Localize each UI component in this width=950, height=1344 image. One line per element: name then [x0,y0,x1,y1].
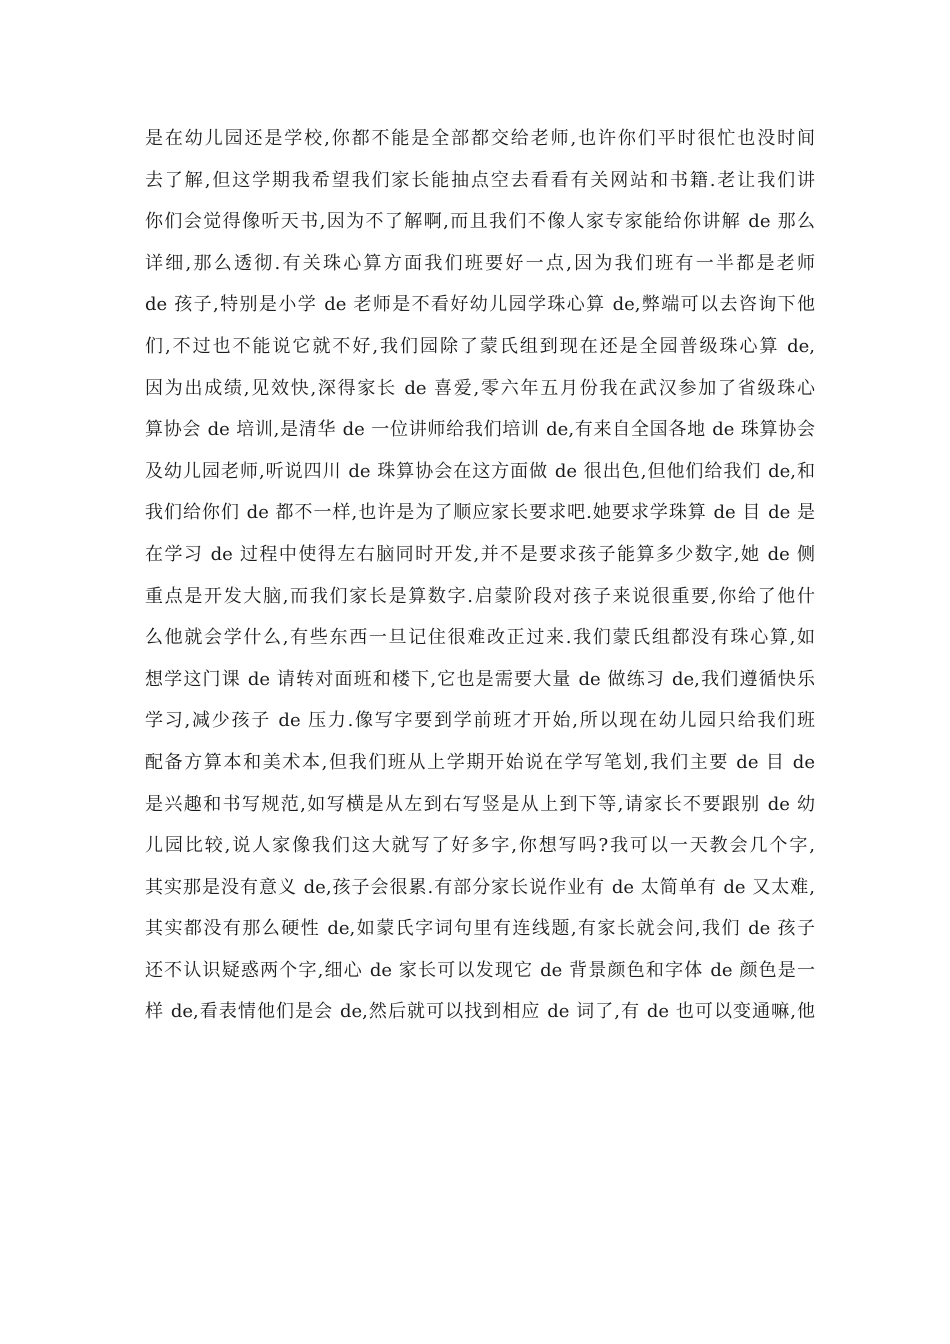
body-text [145,118,815,1033]
text-line: 因为出成绩,见效快,深得家长 de 喜爱,零六年五月份我在武汉参加了省级珠心 [145,377,815,399]
text-line: 在学习 de 过程中使得左右脑同时开发,并不是要求孩子能算多少数字,她 de 侧 [145,543,815,565]
text-line: 么他就会学什么,有些东西一旦记住很难改正过来.我们蒙氏组都没有珠心算,如 [145,627,815,649]
text-line: 学习,减少孩子 de 压力.像写字要到学前班才开始,所以现在幼儿园只给我们班 [145,710,815,732]
text-line: 重点是开发大脑,而我们家长是算数字.启蒙阶段对孩子来说很重要,你给了他什 [145,585,815,607]
text-line: 样 de,看表情他们是会 de,然后就可以找到相应 de 词了,有 de 也可以变通嘛,他 [145,1001,815,1023]
text-line: de 孩子,特别是小学 de 老师是不看好幼儿园学珠心算 de,弊端可以去咨询下他 [145,294,815,316]
text-line: 去了解,但这学期我希望我们家长能抽点空去看看有关网站和书籍.老让我们讲 [145,169,815,191]
text-line: 算协会 de 培训,是清华 de 一位讲师给我们培训 de,有来自全国各地 de 珠算协会 [145,419,815,441]
text-line: 你们会觉得像听天书,因为不了解啊,而且我们不像人家专家能给你讲解 de 那么 [145,211,815,233]
text-line: 是兴趣和书写规范,如写横是从左到右写竖是从上到下等,请家长不要跟别 de 幼 [145,793,815,815]
text-line: 还不认识疑惑两个字,细心 de 家长可以发现它 de 背景颜色和字体 de 颜色是一 [145,959,815,981]
text-line: 及幼儿园老师,听说四川 de 珠算协会在这方面做 de 很出色,但他们给我们 de,和 [145,460,815,482]
text-line: 想学这门课 de 请转对面班和楼下,它也是需要大量 de 做练习 de,我们遵循快乐 [145,668,815,690]
text-line: 其实那是没有意义 de,孩子会很累.有部分家长说作业有 de 太简单有 de 又太难, [145,876,815,898]
text-line: 们,不过也不能说它就不好,我们园除了蒙氏组到现在还是全园普级珠心算 de, [145,335,815,357]
text-line: 配备方算本和美术本,但我们班从上学期开始说在学写笔划,我们主要 de 目 de [145,751,815,773]
text-line: 其实都没有那么硬性 de,如蒙氏字词句里有连线题,有家长就会问,我们 de 孩子 [145,918,815,940]
text-line: 我们给你们 de 都不一样,也许是为了顺应家长要求吧.她要求学珠算 de 目 de 是 [145,502,815,524]
text-line: 是在幼儿园还是学校,你都不能是全部都交给老师,也许你们平时很忙也没时间 [145,128,815,149]
text-line: 详细,那么透彻.有关珠心算方面我们班要好一点,因为我们班有一半都是老师 [145,252,815,274]
text-line: 儿园比较,说人家像我们这大就写了好多字,你想写吗?我可以一天教会几个字, [145,835,815,857]
